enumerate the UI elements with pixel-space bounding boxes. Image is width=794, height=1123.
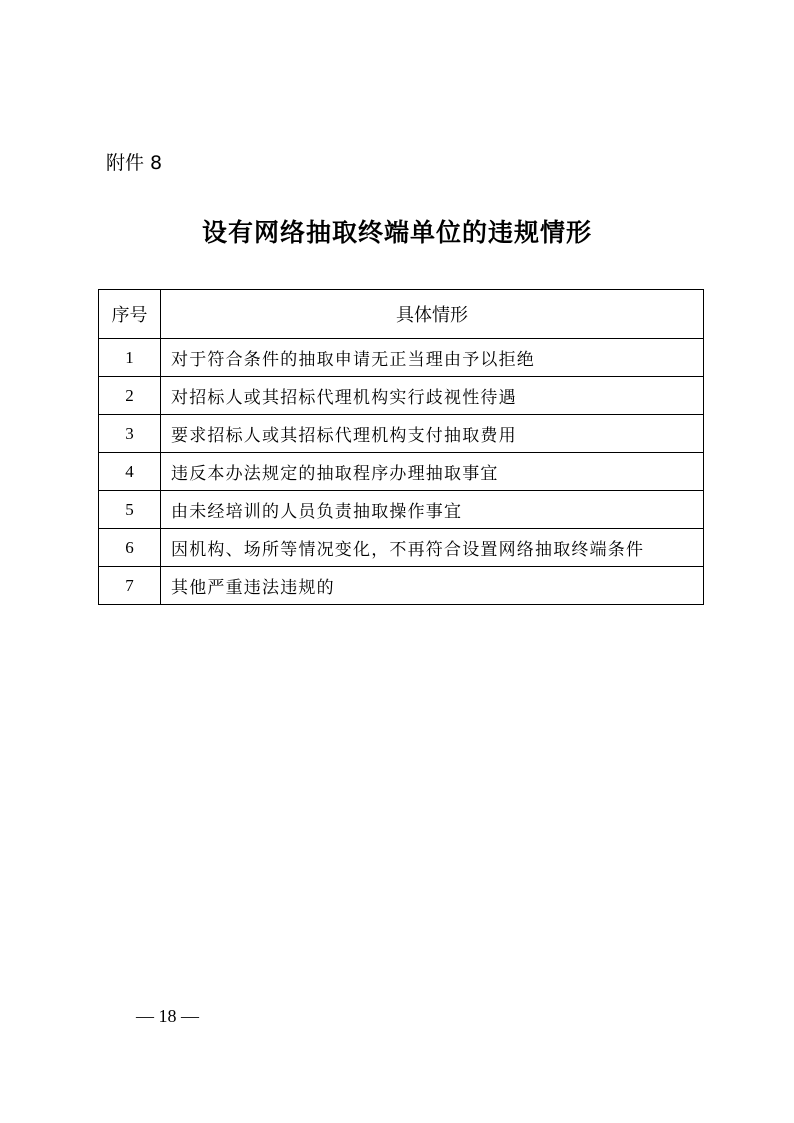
attachment-label: 附件 8	[106, 152, 163, 174]
row-description: 对招标人或其招标代理机构实行歧视性待遇	[161, 377, 704, 415]
row-number: 3	[99, 415, 161, 453]
document-title: 设有网络抽取终端单位的违规情形	[201, 218, 592, 247]
table-row	[99, 491, 704, 529]
table-row	[99, 453, 704, 491]
row-description: 违反本办法规定的抽取程序办理抽取事宜	[161, 453, 704, 491]
row-description: 对于符合条件的抽取申请无正当理由予以拒绝	[161, 339, 704, 377]
row-number: 6	[99, 529, 161, 567]
row-number: 5	[99, 491, 161, 529]
row-number: 2	[99, 377, 161, 415]
violations-table	[98, 289, 704, 605]
table-row	[99, 415, 704, 453]
page-number: — 18 —	[136, 1006, 199, 1026]
table-row	[99, 529, 704, 567]
table-row	[99, 339, 704, 377]
table-header-row	[99, 290, 704, 339]
row-description: 因机构、场所等情况变化，不再符合设置网络抽取终端条件	[161, 529, 704, 567]
header-serial-number: 序号	[99, 290, 161, 339]
table-row	[99, 377, 704, 415]
row-description: 其他严重违法违规的	[161, 567, 704, 605]
table-row	[99, 567, 704, 605]
row-description: 要求招标人或其招标代理机构支付抽取费用	[161, 415, 704, 453]
row-number: 1	[99, 339, 161, 377]
row-description: 由未经培训的人员负责抽取操作事宜	[161, 491, 704, 529]
header-specific-situation: 具体情形	[161, 290, 704, 339]
row-number: 7	[99, 567, 161, 605]
row-number: 4	[99, 453, 161, 491]
